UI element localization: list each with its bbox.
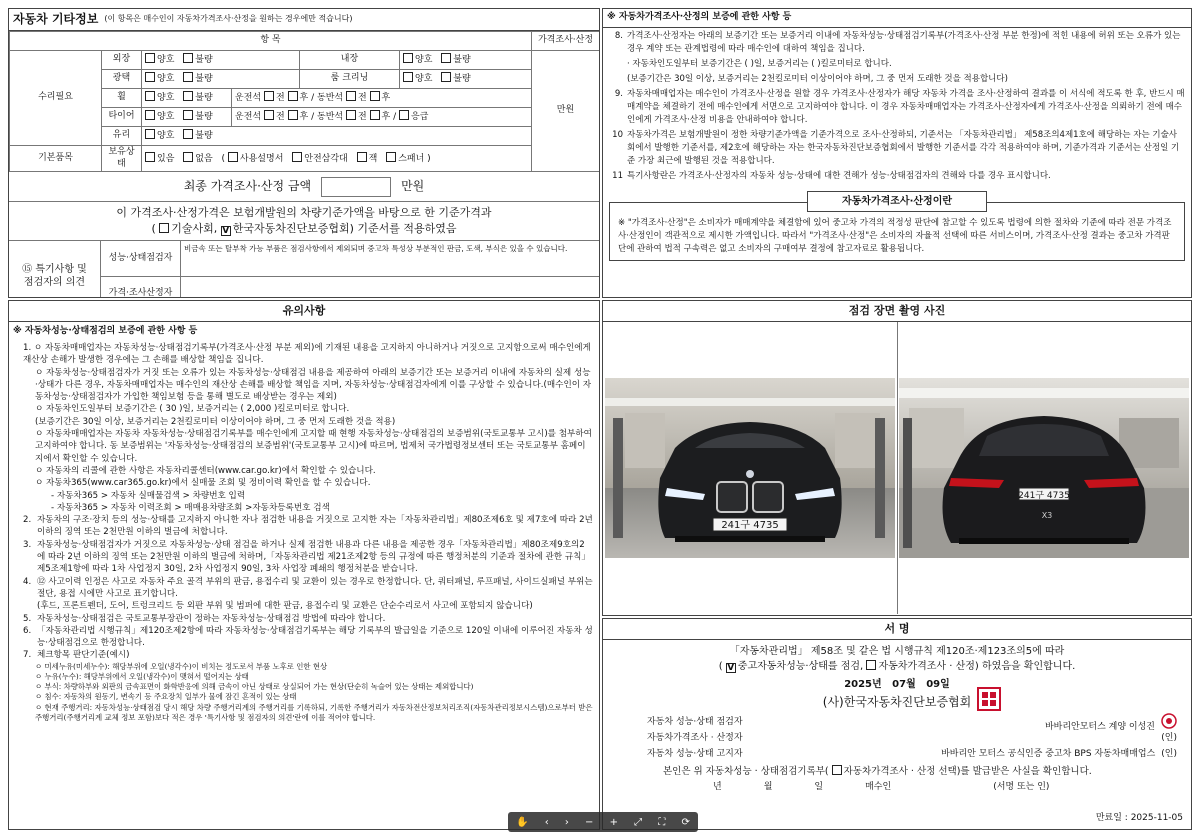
zoom-out-icon[interactable]: − (585, 816, 594, 828)
price-warranty-item (609, 73, 1185, 86)
manual-checkbox[interactable] (228, 152, 238, 162)
notes-panel (8, 300, 600, 830)
note-line: ㅇ 자동차인도일부터 보증기간은 ( 30 )일, 보증거리는 ( 2,000 )킬로미터로 합니다. (35, 404, 350, 415)
tire-positions: 운전석 전 후 / 동반석 전 후 / 응급 (232, 108, 600, 127)
front-plate-text: 241구 4735 (721, 520, 779, 532)
glass-good-checkbox[interactable] (145, 129, 155, 139)
signer-value-group (941, 749, 1177, 761)
price-warranty-item (609, 129, 1185, 168)
tire-good-checkbox[interactable] (145, 110, 155, 120)
signer-label: 자동차가격조사 · 산정자 (647, 733, 743, 744)
glass-label: 유리 (102, 127, 142, 146)
signature-org: (사)한국자동차진단보증협회 (822, 695, 972, 710)
note-text: (후드, 프론트펜더, 도어, 트렁크리드 등 외판 부위 및 범퍼에 대한 판금, 용접수리 및 교환은 단순수리로서 사고에 포함되지 않습니다) (37, 601, 533, 612)
item-number: 11 (612, 170, 623, 181)
item-text: 자동차가격은 보험개발원이 정한 차량기준가액을 기준가격으로 조사·산정하되, 기준서는 「자동차관리법」 제58조의4제1호에 해당하는 자는 기술사회에서 발행한 기준서를, 제2호에 해당하는 자는 한국자동차진단보증협회에서 발행한 기준서를 각각 적용하여야 하며, 기준가격과 기준서는 산정일 기준 가장 최근에 발행된 것을 적용합니다. (627, 129, 1180, 166)
note-text: 「자동차관리법 시행규칙」제120조제2항에 따라 자동차성능·상태점검기록부는 해당 기록부의 발급일을 기준으로 120일 이내에 이루어진 자동차 성능·상태점검으로 한정합니다. (37, 625, 593, 649)
fit-page-icon[interactable]: ⤢ (634, 816, 643, 828)
association-seal-icon (977, 687, 1001, 711)
fullscreen-icon[interactable]: ⛶ (658, 816, 666, 828)
signature-panel: 서 명 「자동차관리법」 제58조 및 같은 법 시행규칙 제120조·제123조의5에 따라 ( V 중고자동차성능·상태를 점검, 자동차가격조사 · 산정) 하였음을 확인합니다. 2025년 07월 09일 (사)한국자동차진단보증협회 자동차 성능·상태 점검자 바바리안모터스 계양 이성진 자동차가격조사 · 산정자 (인) 자동차 성능·상태 고지자 바바리안 모터스 공식인증 중고차 BPS 자동차매매업스 (인) 본인은 위 자동차성능 · 상태점검기록부( 자동차가격조사 · 산정 선택)를 발급받은 사실을 확인합니다. 년 월 일 매수인 (서명 또는 인) 만료일 : 2025-11-05 (602, 618, 1192, 830)
possession-has-checkbox[interactable] (145, 152, 155, 162)
item-text: (보증기간은 30일 이상, 보증거리는 2천킬로미터 이상이어야 하며, 그 중 먼저 도래한 것을 적용합니다) (627, 73, 1008, 84)
standard-statement: 이 가격조사·산정가격은 보험개발원의 차량기준가액을 바탕으로 한 기준가격과 ( 기술사회, V 한국자동차진단보증협회) 기준서를 적용하였음 (9, 202, 599, 241)
room-bad-checkbox[interactable] (441, 72, 451, 82)
note-number: 2. (23, 515, 32, 526)
signer-seal: (인) (1161, 749, 1177, 760)
item-text: · 자동차인도일부터 보증기간은 ( )일, 보증거리는 ( )킬로미터로 합니다. (627, 58, 892, 69)
other-info-header (9, 9, 599, 31)
signature-date: 2025년 07월 09일 (844, 679, 950, 691)
item-number: 9. (614, 88, 623, 99)
criteria-line: ㅇ 누유(누수): 해당부위에서 오일(냉각수)이 맺혀서 떨어지는 상태 (35, 671, 249, 681)
note-text: 자동차성능·상태점검자가 거짓으로 자동차성능·상태 점검을 하거나 실제 점검한 내용과 다른 내용을 제공한 경우「자동차관리법」제80조제9호의2에 따라 2년 이하의 징역 또는 2천만원 이하의 벌금에 처하며,「자동차관리법 제21조제2항 등의 규정에 따른 행정처분의 기준과 절차에 관한 규칙」제5조제1항에 따라 1차 사업정지 30일, 2차 사업정지 90일, 3차 사업장 폐쇄의 행정처분을 받습니다. (37, 539, 591, 575)
wheel-driver-rear-checkbox[interactable] (288, 91, 298, 101)
room-good-checkbox[interactable] (403, 72, 413, 82)
rear-car-photo (899, 378, 1189, 558)
issuance-confirmation: 본인은 위 자동차성능 · 상태점검기록부( 자동차가격조사 · 산정 선택)를 발급받은 사실을 확인합니다. (663, 765, 1092, 777)
kaa-association-checkbox[interactable] (221, 226, 231, 236)
interior-bad-checkbox[interactable] (441, 53, 451, 63)
glass-bad-checkbox[interactable] (183, 129, 193, 139)
gloss-good-checkbox[interactable] (145, 72, 155, 82)
note-text: 자동차성능·상태점검은 국토교통부장관이 정하는 자동차성능·상태점검 방법에 따라야 합니다. (37, 613, 386, 624)
criteria-line: ㅇ 미세누유(미세누수): 해당부위에 오일(냉각수)이 비치는 정도로서 부품 노후로 인한 현상 (35, 661, 328, 671)
tire-passenger-front-checkbox[interactable] (346, 110, 356, 120)
price-warranty-item (609, 88, 1185, 127)
wheel-positions: 운전석 전 후 / 동반석 전 후 (232, 89, 600, 108)
jack-checkbox[interactable] (357, 152, 367, 162)
basic-items-label: 기본품목 (10, 146, 102, 172)
price-warranty-panel (602, 8, 1192, 298)
spanner-checkbox[interactable] (386, 152, 396, 162)
expiry-date: 만료일 : 2025-11-05 (1095, 813, 1183, 824)
prev-page-icon[interactable]: ‹ (544, 816, 549, 828)
item-number: 10 (612, 129, 623, 140)
note-number (23, 600, 37, 612)
tire-label: 타이어 (102, 108, 142, 127)
wheel-label: 휠 (102, 89, 142, 108)
other-info-subtitle: (이 항목은 매수인이 자동차가격조사·산정을 원하는 경우에만 적습니다) (104, 14, 353, 24)
inspector-opinion-label: 성능·상태점검자 (101, 241, 181, 276)
item-number: 8. (614, 30, 623, 41)
hand-tool-icon[interactable]: ✋ (516, 816, 529, 828)
note-item (23, 514, 593, 539)
zoom-in-icon[interactable]: + (609, 816, 618, 828)
appraiser-opinion-text (181, 277, 599, 298)
inspector-opinion-text: 비금속 또는 탈부착 가능 부품은 점검사항에서 제외되며 중고차 특성상 부분적인 판금, 도색, 부식은 있을 수 있습니다. (184, 244, 568, 254)
signer-value: 바바리안모터스 계양 이성진 (1044, 721, 1155, 732)
wheel-driver-front-checkbox[interactable] (264, 91, 274, 101)
wheel-bad-checkbox[interactable] (183, 91, 193, 101)
note-item (23, 649, 593, 661)
note-line: ㅇ 자동차매매업자는 자동차 자동차성능·상태점검기록부를 매수인에게 고지할 때 현행 자동차성능·상태점검의 보증범위(국토교통부 고시)를 첨부하여 고지하여야 합니다. 동 보증범위는 '자동차성능·상태점검의 보증범위'(국토교통부 고시)에 따르며, 법제처 국가법령정보센터 또는 국토교통부 홈페이지에서 확인할 수 있습니다. (35, 429, 592, 464)
price-appraisal-checkbox[interactable] (866, 660, 876, 670)
exterior-good-checkbox[interactable] (145, 53, 155, 63)
note-number: 4. (23, 576, 32, 587)
note-item (23, 600, 593, 612)
signer-value-group (1155, 733, 1177, 745)
tire-driver-rear-checkbox[interactable] (288, 110, 298, 120)
note-item (23, 539, 593, 576)
interior-label: 내장 (300, 51, 400, 70)
notes-subheader: ※ 자동차성능·상태점검의 보증에 관한 사항 등 (13, 326, 198, 337)
note-item (23, 625, 593, 650)
front-photo-cell (603, 322, 898, 614)
viewer-toolbar (508, 812, 698, 832)
item-text: 가격조사·산정자는 아래의 보증기간 또는 보증거리 이내에 자동차성능·상태점검기록부(가격조사·산정 부분 한정)에 적힌 내용에 허위 또는 오류가 있는 경우 계약 또는 관계법령에 따라 매수인에 대하여 책임을 집니다. (627, 30, 1181, 54)
interior-options: 양호 불량 (400, 51, 532, 70)
price-warranty-item (609, 30, 1185, 56)
wheel-passenger-front-checkbox[interactable] (346, 91, 356, 101)
note-text: 체크항목 판단기준(예시) (37, 650, 130, 661)
tire-driver-front-checkbox[interactable] (264, 110, 274, 120)
signature-header: 서 명 (603, 619, 1191, 640)
col-price-header: 가격조사·산정 (532, 32, 600, 51)
other-info-panel (8, 8, 600, 298)
price-warranty-item (609, 58, 1185, 71)
note-item (23, 576, 593, 601)
rear-model-badge: X3 (1041, 511, 1053, 521)
final-price-label: 최종 가격조사·산정 금액 (183, 179, 312, 194)
signer-row (647, 731, 1177, 747)
final-price-row (9, 172, 599, 202)
photos-header: 점검 장면 촬영 사진 (603, 301, 1191, 322)
repair-label: 수리필요 (10, 51, 102, 146)
item-text: 자동차매매업자는 매수인이 가격조사·산정을 원할 경우 가격조사·산정자가 해당 자동차 가격을 조사·산정하여 결과를 이 서식에 적도록 한 후, 반드시 매매계약을 체결하기 전에 매수인에게 서면으로 고지하여야 합니다. 이 경우 자동차매매업자는 가격조사·산정자에게 가격조사·산정을 의뢰하기 전에 매수인에게 가격조사·산정 비용을 안내하여야 합니다. (627, 88, 1185, 125)
price-unit: 만원 (532, 51, 600, 172)
exterior-bad-checkbox[interactable] (183, 53, 193, 63)
tire-passenger-rear-checkbox[interactable] (370, 110, 380, 120)
interior-good-checkbox[interactable] (403, 53, 413, 63)
note-text: 자동차의 구조·장치 등의 성능·상태를 고지하지 아니한 자나 점검한 내용을 거짓으로 고지한 자는「자동차관리법」제80조제6호 및 제7호에 따라 2년 이하의 징역 또는 2천만원 이하의 벌금에 처합니다. (37, 515, 593, 538)
note-number: 7. (23, 650, 32, 661)
item-number (609, 73, 623, 86)
signer-label: 자동차 성능·상태 점검자 (647, 717, 743, 728)
price-warranty-items (603, 28, 1191, 187)
note-number: 5. (23, 613, 32, 624)
triangle-checkbox[interactable] (292, 152, 302, 162)
inspector-seal-icon (1161, 713, 1177, 729)
issuance-price-checkbox[interactable] (832, 765, 842, 775)
meaning-title: 자동차가격조사·산정이란 (807, 191, 987, 212)
other-info-table: 항 목 가격조사·산정 수리필요 외장 양호 불량 내장 양호 불량 만원 광택 양호 불량 룸 크리닝 양호 불량 휠 양호 불량 운전석 전 후 / 동반석 전 후 타이어 양호 불량 운전석 전 후 / 동반석 전 후 / 응급 유리 양호 불량 기본품목 보유상태 있음 없음 ( 사용설명서 안전삼각대 잭 스패너 ) (9, 31, 600, 172)
criteria-line: ㅇ 부식: 차량하부와 외판의 금속표면이 화학반응에 의해 금속이 아닌 상태로 상실되어 가는 현상(단순히 녹슬어 있는 상태는 제외합니다) (35, 682, 474, 692)
criteria-line: ㅇ 현재 주행거리: 자동차성능·상태점검 당시 해당 차량 주행거리계의 주행거리를 기록하되, 기록한 주행거리가 자동차전산정보처리조직(자동차관리정보시스템)으로부터 받은 주행거리(주행거리계 교체 정보 포함)보다 적은 경우 '특기사항 및 점검자의 의견'란에 이를 적어야 합니다. (35, 702, 593, 722)
possession-none-checkbox[interactable] (183, 152, 193, 162)
note-number: 6. (23, 625, 32, 636)
performance-check-checkbox[interactable] (726, 663, 736, 673)
price-warranty-item (609, 170, 1185, 183)
col-item-header: 항 목 (10, 32, 532, 51)
front-car-photo (605, 378, 895, 558)
note-line: ㅇ 자동차365(www.car365.go.kr)에서 실매물 조회 및 정비이력 확인을 할 수 있습니다. (35, 478, 371, 489)
wheel-good-checkbox[interactable] (145, 91, 155, 101)
gloss-label: 광택 (102, 70, 142, 89)
remarks-section (9, 241, 599, 298)
signer-row (647, 747, 1177, 763)
engineers-society-checkbox[interactable] (159, 223, 169, 233)
signer-label: 자동차 성능·상태 고지자 (647, 749, 743, 760)
photos-panel (602, 300, 1192, 616)
criteria-line: ㅇ 침수: 자동차의 원동기, 변속기 등 주요장치 일부가 물에 잠긴 흔적이 있는 상태 (35, 692, 297, 702)
signer-rows (603, 711, 1191, 763)
remarks-label: ⑮ 특기사항 및 점검자의 의견 (9, 241, 101, 298)
notes-body (9, 342, 599, 723)
tire-emergency-checkbox[interactable] (399, 110, 409, 120)
note-number: 3. (23, 539, 32, 550)
exterior-options: 양호 불량 (142, 51, 300, 70)
signature-law-line: 「자동차관리법」 제58조 및 같은 법 시행규칙 제120조·제123조의5에 따라 (729, 646, 1065, 658)
wheel-passenger-rear-checkbox[interactable] (370, 91, 380, 101)
gloss-bad-checkbox[interactable] (183, 72, 193, 82)
note-line: ㅇ 자동차의 리콜에 관한 사항은 자동차리콜센터(www.car.go.kr)에서 확인할 수 있습니다. (35, 465, 376, 476)
note-line: - 자동차365 > 자동차 이력조회 > 매매용차량조회 >자동차등록번호 검색 (51, 502, 330, 513)
exterior-label: 외장 (102, 51, 142, 70)
buyer-sign-row: 년 월 일 매수인 (서명 또는 인) (713, 782, 1050, 793)
final-price-unit: 만원 (401, 179, 425, 194)
tire-bad-checkbox[interactable] (183, 110, 193, 120)
room-cleaning-label: 룸 크리닝 (300, 70, 400, 89)
note-line: - 자동차365 > 자동차 실매물검색 > 차량번호 입력 (51, 490, 246, 501)
appraiser-opinion-label: 가격·조사산정자 (101, 277, 181, 298)
signer-row (647, 715, 1177, 731)
signer-value: 바바리안 모터스 공식인증 중고차 BPS 자동차매매업스 (941, 749, 1156, 760)
rear-photo-cell (898, 322, 1192, 614)
possession-label: 보유상태 (102, 146, 142, 172)
possession-options: 있음 없음 ( 사용설명서 안전삼각대 잭 스패너 ) (142, 146, 600, 172)
rotate-icon[interactable]: ⟳ (681, 816, 690, 828)
note-line: 1. ㅇ 자동차매매업자는 자동차성능·상태점검기록부(가격조사·산정 부분 제외)에 기재된 내용을 고지하지 아니하거나 거짓으로 고지함으로써 매수인에게 재산상 손해가 발생한 경우에는 그 손해를 배상할 책임을 집니다. (23, 342, 591, 366)
rear-plate-text: 241구 4735 (1018, 491, 1071, 502)
meaning-text: ※ "가격조사·산정"은 소비자가 매매계약을 체결함에 있어 중고차 가격의 적정성 판단에 참고할 수 있도록 법령에 의한 절차와 기준에 따라 전문 가격조사·산정인이 객관적으로 제시한 가액입니다. 따라서 "가격조사·산정"은 소비자의 자율적 선택에 따른 서비스이며, 가격조사·산정 결과는 중고차 가격판단에 관하여 법적 구속력은 없고 소비자의 구매여부 결정에 참고자료로 활용됩니다. (609, 202, 1185, 261)
signer-seal: (인) (1161, 733, 1177, 744)
price-warranty-title: ※ 자동차가격조사·산정의 보증에 관한 사항 등 (603, 9, 1191, 28)
notes-header: 유의사항 (9, 301, 599, 322)
note-line: (보증기간은 30일 이상, 보증거리는 2천킬로미터 이상이어야 하며, 그 중 먼저 도래한 것을 적용) (35, 416, 396, 427)
note-text: ⑫ 사고이력 인정은 사고로 자동차 주요 골격 부위의 판금, 용접수리 및 교환이 있는 경우로 한정합니다. 단, 쿼터패널, 루프패널, 사이드실패널 부위는 절단, 용접 시에만 사고로 표기합니다. (37, 576, 593, 599)
next-page-icon[interactable]: › (564, 816, 569, 828)
final-price-field[interactable] (321, 177, 391, 197)
item-number (609, 58, 623, 71)
note-line: ㅇ 자동차성능·상태점검자가 거짓 또는 오류가 있는 자동차성능·상태점검 내용을 제공하여 아래의 보증기간 또는 보증거리 이내에 자동차의 실제 성능·상태가 다른 경우, 자동차매매업자는 매수인의 재산상 손해를 배상할 책임을 지며, 자동차성능·상태점검자에게 이를 구상할 수 있습니다.(매수인이 자동차성능·상태점검자가 가입한 책임보험 등을 통해 별도로 배상받는 경우는 제외) (35, 367, 592, 403)
item-text: 특기사항란은 가격조사·산정자의 자동차 성능·상태에 대한 견해가 성능·상태점검자의 견해와 다를 경우 표시합니다. (627, 170, 1051, 181)
note-item (23, 613, 593, 625)
other-info-title: 자동차 기타정보 (13, 11, 99, 26)
